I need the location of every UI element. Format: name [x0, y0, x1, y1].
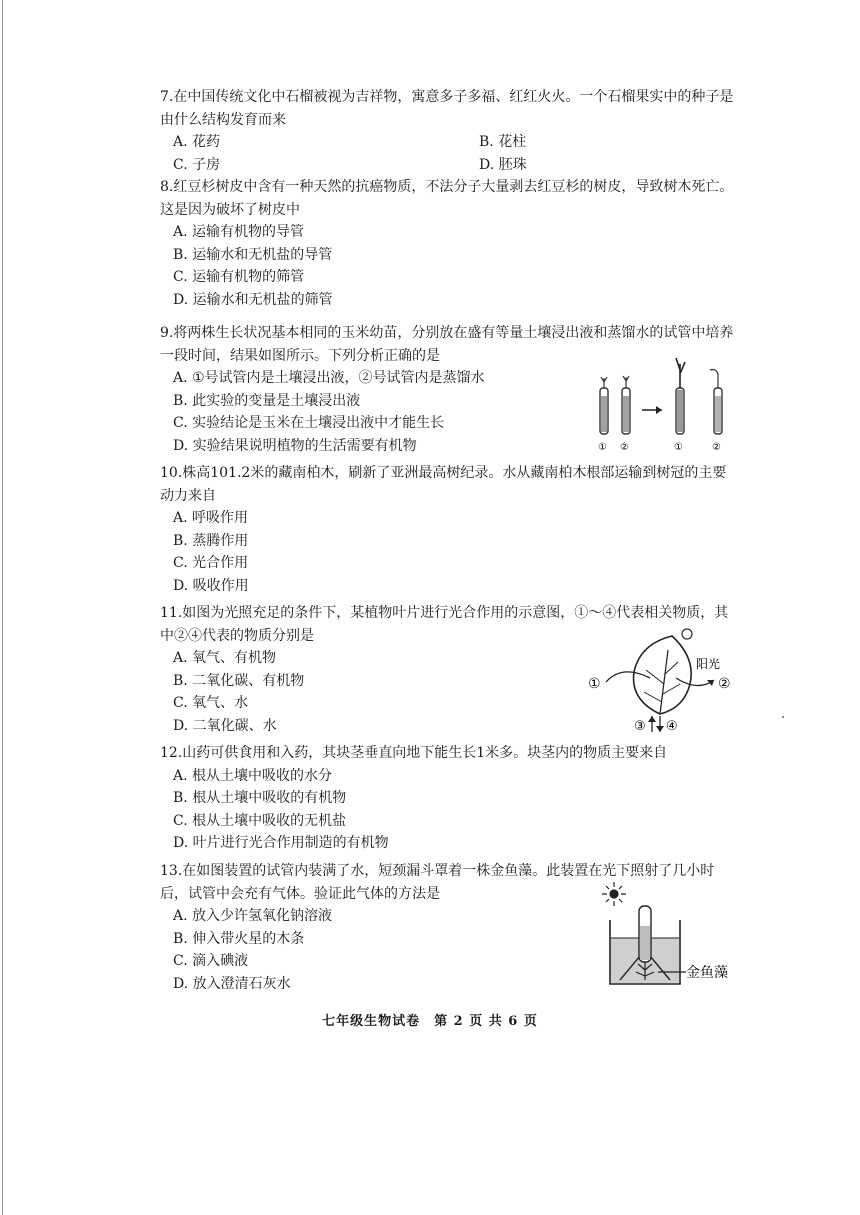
sunlight-label: 阳光 [696, 657, 721, 671]
option-d: D. 叶片进行光合作用制造的有机物 [173, 835, 389, 851]
option-a: A. 运输有机物的导管 [173, 224, 305, 240]
scan-speck [782, 716, 784, 718]
tube-label: ② [620, 442, 629, 453]
question-12 [160, 742, 740, 855]
question-10 [160, 462, 740, 597]
question-text: 10.株高101.2米的藏南柏木，刷新了亚洲最高树纪录。水从藏南柏木根部运输到树冠的主要动力来自 [160, 465, 727, 504]
option-b: B. 根从土壤中吸收的有机物 [173, 790, 347, 806]
option-c: C. 子房 [173, 156, 221, 173]
plant-label: 金鱼藻 [686, 965, 728, 981]
sunlight-icon [602, 882, 626, 906]
option-d: D. 实验结果说明植物的生活需要有机物 [173, 437, 417, 454]
tube-label: ① [598, 442, 607, 453]
question-text: 13.在如图装置的试管内装满了水，短颈漏斗罩着一株金鱼藻。此装置在光下照射了几小时后，试管中会充有气体。验证此气体的方法是 [160, 863, 715, 902]
question-text: 9.将两株生长状况基本相同的玉米幼苗，分别放在盛有等量土壤浸出液和蒸馏水的试管中培养一段时间，结果如图所示。下列分析正确的是 [160, 325, 734, 364]
question-text: 8.红豆杉树皮中含有一种天然的抗癌物质，不法分子大量剥去红豆杉的树皮，导致树木死亡。这是因为破坏了树皮中 [160, 179, 734, 218]
option-c: C. 根从土壤中吸收的无机盐 [173, 812, 347, 829]
option-c: C. 运输有机物的筛管 [173, 269, 305, 285]
option-b: B. 花柱 [479, 134, 527, 150]
option-a: A. 放入少许氢氧化钠溶液 [173, 908, 333, 924]
leaf-diagram [588, 622, 748, 734]
question-text: 7.在中国传统文化中石榴被视为吉祥物，寓意多子多福、红红火火。一个石榴果实中的种子是由什么结构发育而来 [160, 89, 734, 128]
question-text: 11.如图为光照充足的条件下，某植物叶片进行光合作用的示意图，①～④代表相关物质，其中②④代表的物质分别是 [160, 605, 729, 644]
option-d: D. 放入澄清石灰水 [173, 975, 291, 992]
option-a: A. 根从土壤中吸收的水分 [173, 767, 333, 784]
sun-icon [682, 629, 692, 639]
tube-label: ① [674, 442, 683, 453]
options-row [160, 154, 740, 177]
option-b: B. 二氧化碳、有机物 [173, 672, 305, 689]
option-d: D. 胚珠 [479, 156, 527, 173]
option-a: A. ①号试管内是土壤浸出液，②号试管内是蒸馏水 [173, 370, 485, 386]
option-c: C. 滴入碘液 [173, 953, 249, 969]
apparatus-diagram [594, 876, 754, 996]
option-a: A. 花药 [173, 134, 221, 150]
option-b: B. 伸入带火星的木条 [173, 930, 305, 947]
option-c: C. 光合作用 [173, 555, 249, 571]
option-a: A. 呼吸作用 [173, 510, 249, 526]
option-c: C. 氧气、水 [173, 695, 249, 711]
leaf-label: ① [588, 676, 601, 692]
question-text: 12.山药可供食用和入药，其块茎垂直向地下能生长1米多。块茎内的物质主要来自 [160, 745, 668, 761]
option-b: B. 运输水和无机盐的导管 [173, 246, 333, 263]
option-b: B. 此实验的变量是土壤浸出液 [173, 392, 361, 409]
option-a: A. 氧气、有机物 [173, 650, 277, 666]
question-8 [160, 176, 740, 311]
leaf-label: ④ [666, 719, 678, 734]
options-row [160, 131, 740, 154]
question-7 [160, 86, 740, 176]
tube-label: ② [712, 442, 721, 453]
leaf-label: ③ [634, 719, 646, 734]
option-b: B. 蒸腾作用 [173, 532, 249, 549]
page-edge [2, 0, 3, 1215]
page-footer: 七年级生物试卷 第 2 页 共 6 页 [322, 1014, 538, 1029]
option-d: D. 吸收作用 [173, 577, 249, 594]
option-c: C. 实验结论是玉米在土壤浸出液中才能生长 [173, 415, 445, 431]
option-d: D. 二氧化碳、水 [173, 717, 277, 734]
leaf-label: ② [718, 676, 731, 692]
test-tube-figure [592, 344, 742, 456]
option-d: D. 运输水和无机盐的筛管 [173, 291, 333, 308]
